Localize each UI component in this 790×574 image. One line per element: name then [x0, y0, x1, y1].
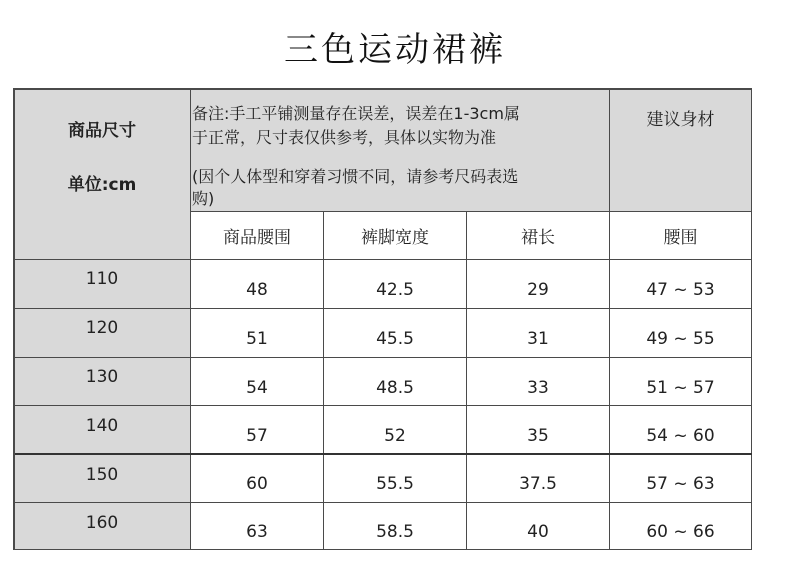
row-waist-cell: 63 [191, 503, 324, 550]
row-waist-cell: 48 [191, 260, 324, 309]
row-waist-cell: 57 [191, 406, 324, 454]
row-length-cell: 37.5 [467, 454, 610, 503]
recommend-header-cell [610, 89, 752, 212]
page-title: 三色运动裙裤 [284, 30, 506, 70]
row-body-waist-cell: 49 ~ 55 [610, 309, 752, 358]
row-waist-cell: 54 [191, 358, 324, 406]
row-hem-cell: 42.5 [324, 260, 467, 309]
recommend-label: 建议身材 [646, 110, 715, 130]
row-hem-cell: 45.5 [324, 309, 467, 358]
row-size-cell: 110 [14, 260, 191, 309]
row-hem-cell: 58.5 [324, 503, 467, 550]
size-label: 商品尺寸 [68, 121, 136, 141]
row-length-cell: 33 [467, 358, 610, 406]
note-line-1: 备注:手工平铺测量存在误差，误差在1-3cm属 [192, 104, 520, 123]
row-body-waist-cell: 47 ~ 53 [610, 260, 752, 309]
row-length-cell: 29 [467, 260, 610, 309]
row-length-cell: 35 [467, 406, 610, 454]
col-header-body-waist: 腰围 [610, 212, 752, 260]
row-hem-cell: 52 [324, 406, 467, 454]
row-size-cell: 140 [14, 406, 191, 454]
col-header-waist: 商品腰围 [191, 212, 324, 260]
row-body-waist-cell: 57 ~ 63 [610, 454, 752, 503]
row-hem-cell: 48.5 [324, 358, 467, 406]
note-line-4: 购) [192, 189, 215, 208]
row-waist-cell: 51 [191, 309, 324, 358]
row-body-waist-cell: 60 ~ 66 [610, 503, 752, 550]
note-line-2: 于正常，尺寸表仅供参考，具体以实物为准 [192, 128, 497, 147]
row-body-waist-cell: 54 ~ 60 [610, 406, 752, 454]
row-body-waist-cell: 51 ~ 57 [610, 358, 752, 406]
row-length-cell: 31 [467, 309, 610, 358]
row-size-cell: 120 [14, 309, 191, 358]
row-waist-cell: 60 [191, 454, 324, 503]
row-length-cell: 40 [467, 503, 610, 550]
note-line-3: (因个人体型和穿着习惯不同，请参考尺码表选 [192, 167, 519, 186]
row-size-cell: 150 [14, 454, 191, 503]
note-cell [191, 89, 610, 212]
row-divider [13, 453, 752, 455]
row-hem-cell: 55.5 [324, 454, 467, 503]
row-size-cell: 130 [14, 358, 191, 406]
col-header-hem: 裤脚宽度 [324, 212, 467, 260]
col-header-length: 裙长 [467, 212, 610, 260]
row-size-cell: 160 [14, 503, 191, 550]
unit-label: 单位:cm [67, 175, 137, 195]
